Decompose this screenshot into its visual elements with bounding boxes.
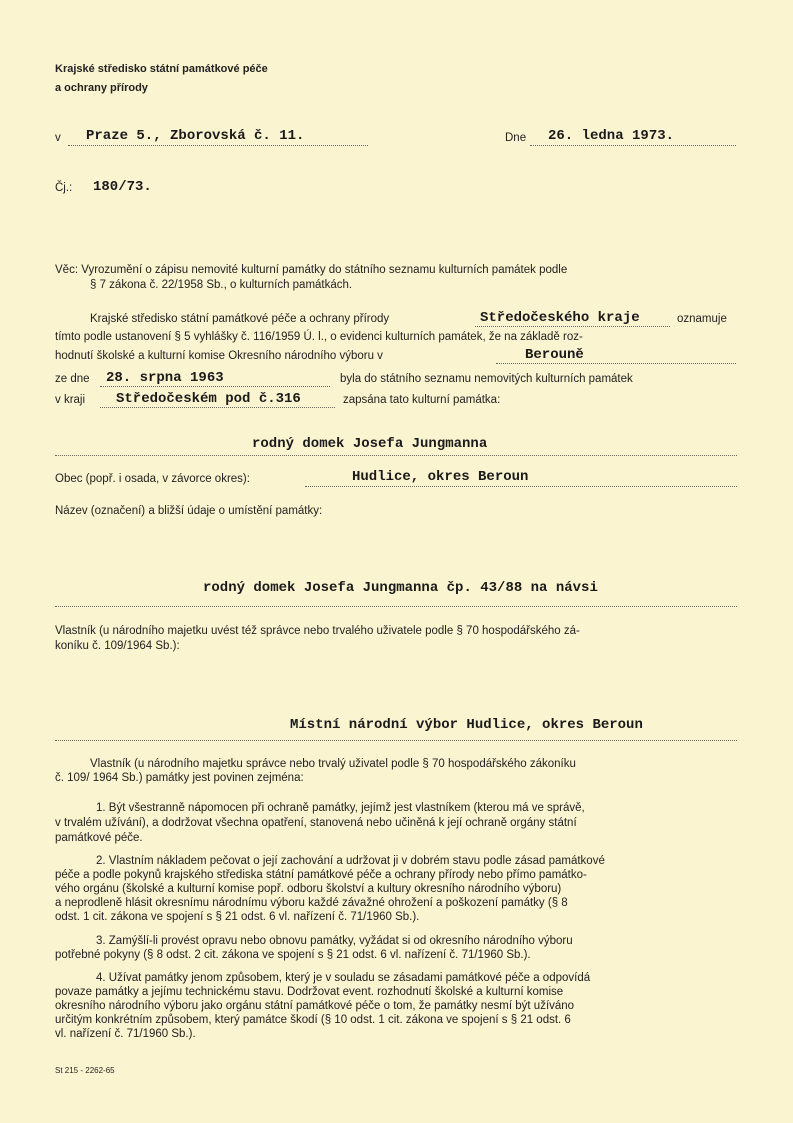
region-dotted-line [475, 326, 670, 327]
notice-line4-pre: ze dne [55, 373, 90, 385]
duty-4-line1: 4. Užívat památky jenom způsobem, který je v souladu se zásadami památkové péče a odpovídá [96, 972, 591, 984]
place-value: Praze 5., Zborovská č. 11. [86, 128, 305, 144]
notice-line4-post: byla do státního seznamu nemovitých kulturních památek [340, 373, 633, 385]
duty-1-line3: památkové péče. [55, 832, 143, 844]
duties-intro-line2: č. 109/ 1964 Sb.) památky jest povinen zejména: [55, 772, 304, 784]
duty-4-line5: vl. nařízení č. 71/1960 Sb.). [55, 1028, 196, 1040]
duties-intro-line1: Vlastník (u národního majetku správce nebo trvalý uživatel podle § 70 hospodářského zákoníku [90, 758, 576, 770]
name-label: Název (označení) a bližší údaje o umístění památky: [55, 505, 323, 517]
duty-4-line4: určitým konkrétním způsobem, který památce škodí (§ 10 odst. 1 cit. zákona ve spojení s § 21 odst. 6 [55, 1014, 571, 1026]
owner-label-line1: Vlastník (u národního majetku uvést též správce nebo trvalého uživatele podle § 70 hospodářského zá- [55, 625, 580, 637]
duty-3-line2: potřebné pokyny (§ 8 odst. 2 cit. zákona ve spojení s § 21 odst. 6 vl. nařízení č. 71/1960 Sb.). [55, 949, 531, 961]
district-dotted-line [496, 363, 736, 364]
decision-date-dotted-line [100, 386, 330, 387]
registry-dotted-line [100, 407, 335, 408]
monument-title-dotted-line [55, 455, 737, 456]
obec-label: Obec (popř. i osada, v závorce okres): [55, 473, 250, 485]
duty-2-line4: a neprodleně hlásit okresnímu národnímu výboru každé závažné ohrožení a poškození památky (§ 8 [55, 897, 568, 909]
notice-line2: tímto podle ustanovení § 5 vyhlášky č. 116/1959 Ú. l., o evidenci kulturních památek, že na základě roz- [55, 331, 583, 343]
notice-line5-post: zapsána tato kulturní památka: [343, 394, 501, 406]
owner-dotted-line [55, 740, 737, 741]
notice-line3-pre: hodnutí školské a kulturní komise Okresního národního výboru v [55, 350, 383, 362]
ref-label: Čj.: [55, 182, 73, 194]
subject-line1: Věc: Vyrozumění o zápisu nemovité kulturní památky do státního seznamu kulturních památek podle [55, 264, 568, 276]
duty-1-line1: 1. Být všestranně nápomocen při ochraně památky, jejímž jest vlastníkem (kterou má ve správě, [96, 802, 585, 814]
ref-value: 180/73. [93, 179, 152, 195]
duty-2-line3: vého orgánu (školské a kulturní komise popř. odboru školství a kultury okresního národního výboru) [55, 883, 562, 895]
date-value: 26. ledna 1973. [548, 128, 675, 144]
name-dotted-line [55, 606, 737, 607]
monument-title: rodný domek Josefa Jungmanna [252, 436, 488, 452]
district-value: Berouně [525, 347, 584, 363]
notice-region-value: Středočeského kraje [480, 310, 640, 326]
org-name-line2: a ochrany přírody [55, 82, 148, 94]
notice-line5-pre: v kraji [55, 394, 86, 406]
obec-dotted-line [305, 486, 737, 487]
duty-4-line3: okresního národního výboru jako orgánu státní památkové péče o tom, že památky nesmí být užíváno [55, 1000, 575, 1012]
duty-4-line2: povaze památky a jejímu technickému stavu. Dodržovat event. rozhodnutí školské a kulturní komise [55, 986, 564, 998]
name-value: rodný domek Josefa Jungmanna čp. 43/88 na návsi [203, 580, 598, 596]
form-code: St 215 - 2262-65 [55, 1066, 115, 1075]
duty-2-line5: odst. 1 cit. zákona ve spojení s § 21 odst. 6 vl. nařízení č. 71/1960 Sb.). [55, 911, 420, 923]
place-dotted-line [68, 145, 368, 146]
duty-1-line2: v trvalém užívání), a dodržovat všechna opatření, stanovená nebo učiněná k její ochraně orgány státní [55, 817, 577, 829]
obec-value: Hudlice, okres Beroun [352, 469, 529, 485]
date-dotted-line [530, 145, 736, 146]
notice-line1-pre: Krajské středisko státní památkové péče a ochrany přírody [90, 313, 390, 325]
notice-line1-post: oznamuje [677, 313, 727, 325]
org-name-line1: Krajské středisko státní památkové péče [55, 63, 268, 75]
decision-date-value: 28. srpna 1963 [106, 370, 224, 386]
owner-label-line2: koníku č. 109/1964 Sb.): [55, 640, 180, 652]
registry-value: Středočeském pod č.316 [116, 391, 301, 407]
subject-line2: § 7 zákona č. 22/1958 Sb., o kulturních památkách. [90, 279, 353, 291]
owner-value: Místní národní výbor Hudlice, okres Beroun [290, 717, 643, 733]
date-label: Dne [505, 132, 527, 144]
duty-3-line1: 3. Zamýšlí-li provést opravu nebo obnovu památky, vyžádat si od okresního národního výboru [96, 935, 573, 947]
duty-2-line1: 2. Vlastním nákladem pečovat o její zachování a udržovat ji v dobrém stavu podle zásad památkové [96, 855, 605, 867]
duty-2-line2: péče a podle pokynů krajského střediska státní památkové péče a ochrany přírody nebo přímo památko- [55, 869, 587, 881]
place-prefix: v [55, 132, 61, 144]
